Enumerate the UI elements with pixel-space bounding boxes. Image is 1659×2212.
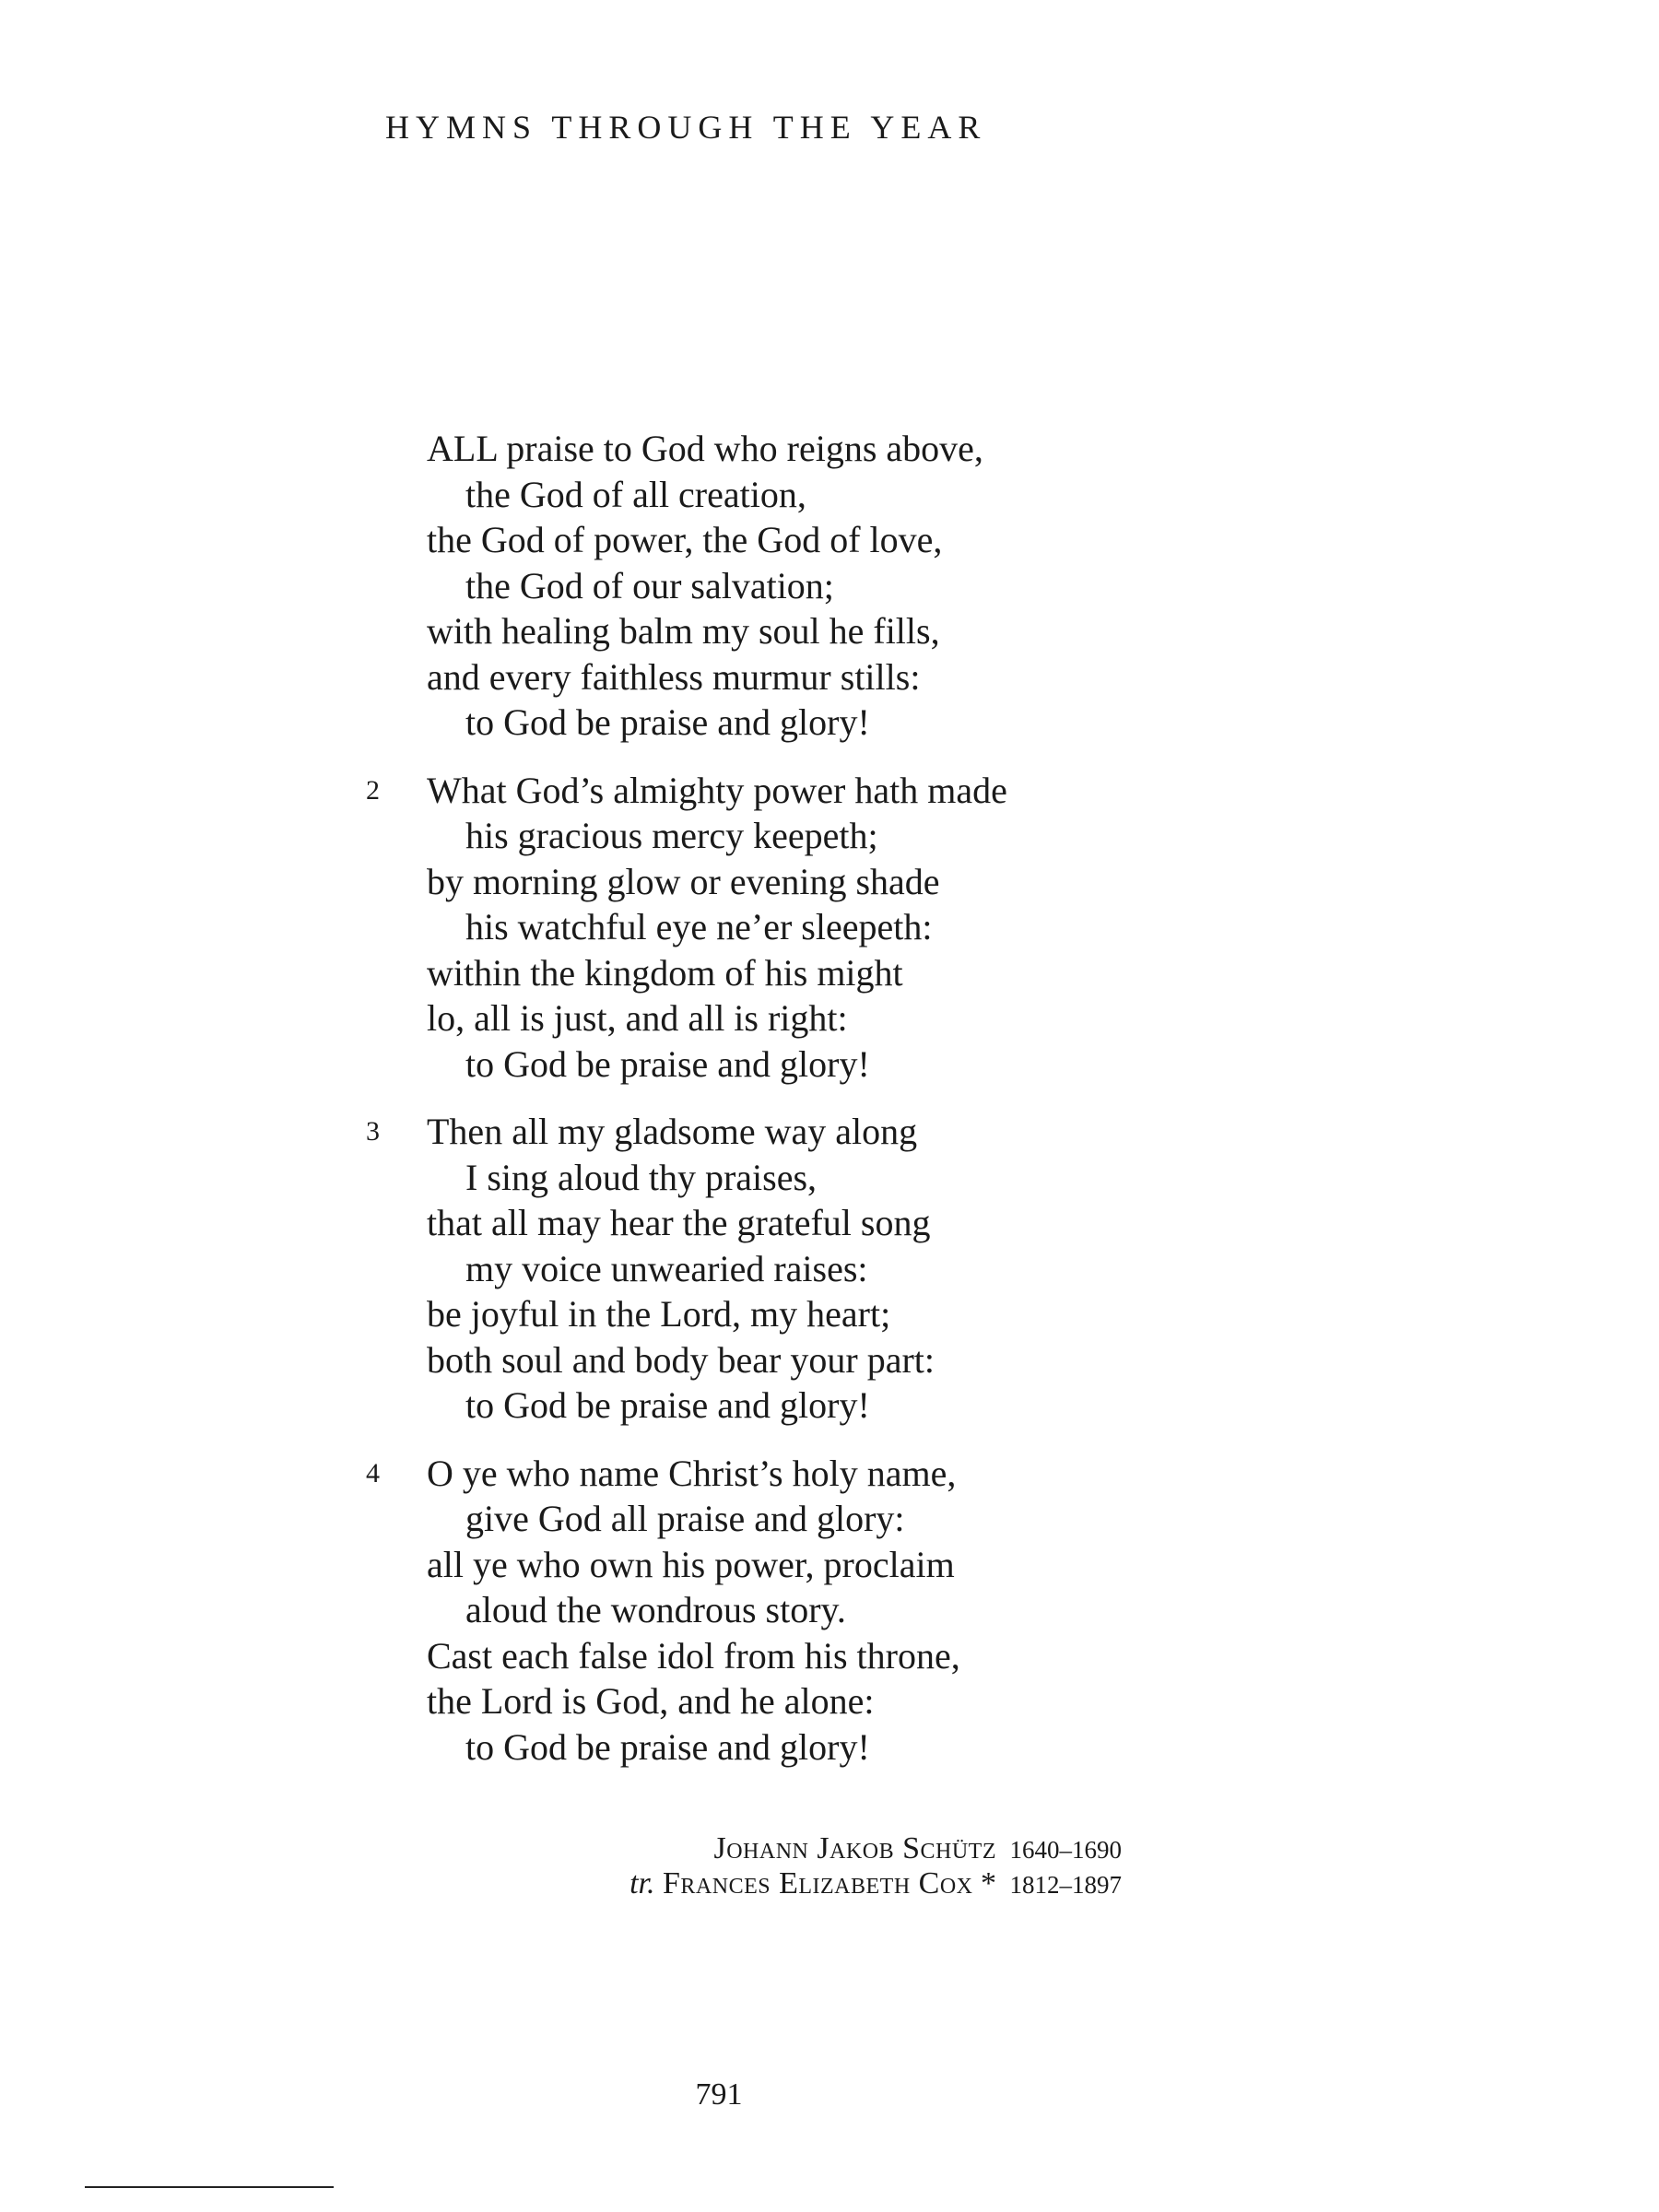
hymn-line: lo, all is just, and all is right:	[427, 997, 848, 1039]
stanza	[366, 1109, 1441, 1429]
hymn-line: the Lord is God, and he alone:	[427, 1680, 875, 1722]
hymn-line: O ye who name Christ’s holy name,	[427, 1452, 957, 1494]
stanza	[366, 1451, 1441, 1771]
hymn-line: Cast each false idol from his throne,	[427, 1634, 960, 1677]
hymn-line: I sing aloud thy praises,	[465, 1156, 818, 1198]
footer-rule	[85, 2186, 334, 2188]
hymn-line: to God be praise and glory!	[465, 701, 870, 743]
hymn-line: the God of power, the God of love,	[427, 519, 943, 560]
page-number: 791	[695, 2077, 743, 2112]
hymn-line: Then all my gladsome way along	[427, 1111, 918, 1152]
hymn-line: by morning glow or evening shade	[427, 860, 940, 902]
hymn-line: with healing balm my soul he fills,	[427, 610, 940, 652]
hymn-line: give God all praise and glory:	[465, 1498, 905, 1539]
hymn-text	[366, 426, 1441, 1792]
stanza-number: 4	[366, 1457, 380, 1488]
translator-line	[629, 1865, 1122, 1903]
stanza-number: 2	[366, 774, 380, 806]
stanza-number: 3	[366, 1116, 380, 1147]
translator-name: Frances Elizabeth Cox	[662, 1866, 973, 1900]
hymn-line: his watchful eye ne’er sleepeth:	[465, 906, 933, 947]
hymn-line: to God be praise and glory!	[465, 1384, 870, 1426]
hymn-line: all ye who own his power, proclaim	[427, 1543, 955, 1585]
translator-dates: 1812–1897	[1009, 1871, 1122, 1899]
running-head: HYMNS THROUGH THE YEAR	[385, 109, 987, 146]
translator-mark: *	[981, 1866, 996, 1900]
hymn-line: within the kingdom of his might	[427, 951, 903, 994]
hymn-line: aloud the wondrous story.	[465, 1589, 846, 1630]
author-line	[713, 1830, 1122, 1868]
hymn-line: his gracious mercy keepeth;	[465, 815, 878, 856]
translator-prefix: tr.	[629, 1866, 655, 1900]
hymn-line: ALL praise to God who reigns above,	[427, 428, 983, 469]
hymn-line: be joyful in the Lord, my heart;	[427, 1293, 891, 1335]
hymn-line: both soul and body bear your part:	[427, 1338, 935, 1381]
hymn-line: the God of all creation,	[465, 473, 806, 515]
hymn-line: the God of our salvation;	[465, 564, 834, 606]
hymn-line: to God be praise and glory!	[465, 1042, 870, 1085]
author-dates: 1640–1690	[1009, 1836, 1122, 1864]
stanza	[427, 426, 1441, 746]
hymn-line: my voice unwearied raises:	[465, 1247, 868, 1289]
hymn-line: to God be praise and glory!	[465, 1725, 870, 1768]
hymn-line: that all may hear the grateful song	[427, 1202, 931, 1243]
stanza	[366, 768, 1441, 1088]
hymn-line: and every faithless murmur stills:	[427, 655, 921, 698]
author-name: Johann Jakob Schütz	[713, 1831, 996, 1865]
hymn-line: What God’s almighty power hath made	[427, 769, 1007, 811]
